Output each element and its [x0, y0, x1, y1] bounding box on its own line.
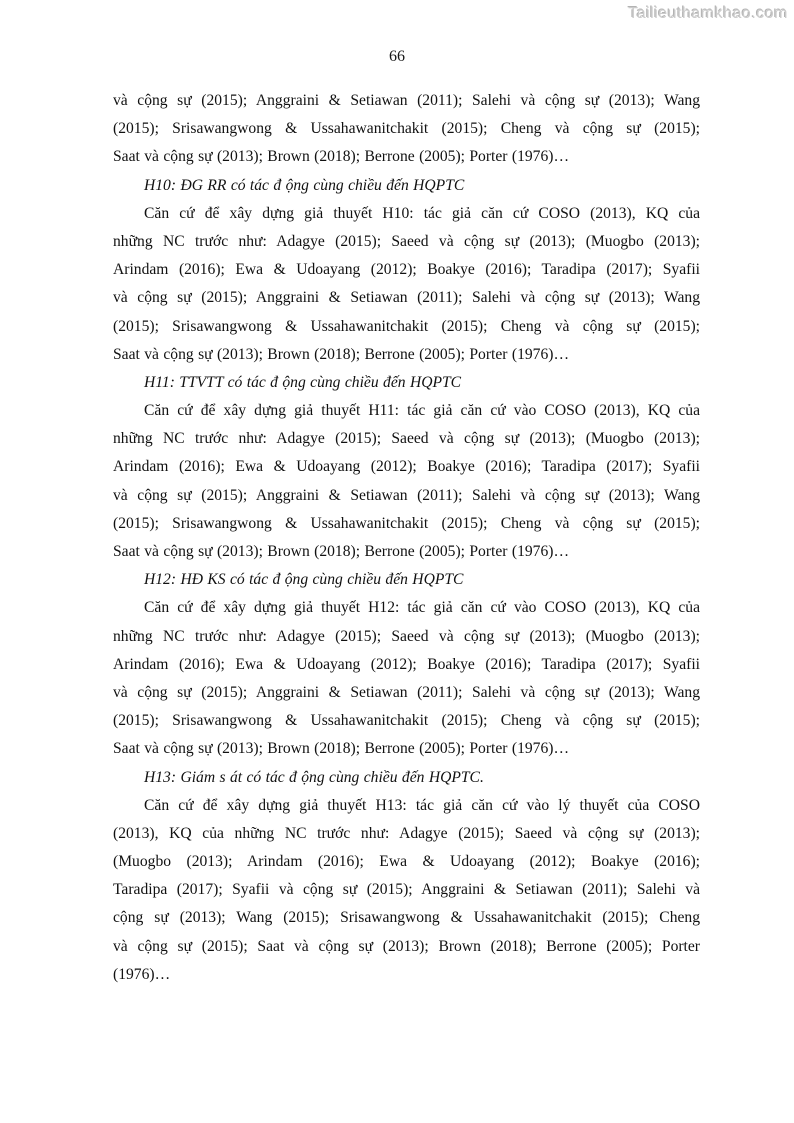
page-number: 66 [389, 48, 405, 65]
text-line: Saat và cộng sự (2013); Brown (2018); Berrone (2005); Porter (1976)… [113, 740, 570, 758]
hypothesis-heading: H12: HĐ KS có tác đ ộng cùng chiều đến HQPTC [144, 571, 464, 589]
text-line: và cộng sự (2015); Anggraini & Setiawan (2011); Salehi và cộng sự (2013); Wang [113, 92, 700, 109]
text-line: Taradipa (2017); Syafii và cộng sự (2015); Anggraini & Setiawan (2011); Salehi và [113, 881, 700, 899]
text-line: những NC trước như: Adagye (2015); Saeed và cộng sự (2013); (Muogbo (2013); [113, 232, 700, 250]
document-body [113, 87, 700, 989]
text-line: (2015); Srisawangwong & Ussahawanitchakit (2015); Cheng và cộng sự (2015); [113, 514, 700, 532]
text-line: và cộng sự (2015); Anggraini & Setiawan (2011); Salehi và cộng sự (2013); Wang [113, 289, 700, 307]
text-line: và cộng sự (2015); Saat và cộng sự (2013); Brown (2018); Berrone (2005); Porter [113, 937, 700, 955]
text-line: (2015); Srisawangwong & Ussahawanitchakit (2015); Cheng và cộng sự (2015); [113, 712, 700, 730]
hypothesis-heading: H10: ĐG RR có tác đ ộng cùng chiều đến HQPTC [144, 176, 465, 194]
text-line: (2015); Srisawangwong & Ussahawanitchakit (2015); Cheng và cộng sự (2015); [113, 317, 700, 335]
hypothesis-heading: H11: TTVTT có tác đ ộng cùng chiều đến HQPTC [144, 373, 462, 391]
text-line: Arindam (2016); Ewa & Udoayang (2012); Boakye (2016); Taradipa (2017); Syafii [113, 655, 700, 673]
text-line: Căn cứ để xây dựng giả thuyết H12: tác giả căn cứ vào COSO (2013), KQ của [144, 599, 700, 617]
hypothesis-heading: H13: Giám s át có tác đ ộng cùng chiều đến HQPTC. [144, 768, 484, 786]
text-line: những NC trước như: Adagye (2015); Saeed và cộng sự (2013); (Muogbo (2013); [113, 627, 700, 645]
text-line: những NC trước như: Adagye (2015); Saeed và cộng sự (2013); (Muogbo (2013); [113, 430, 700, 448]
watermark-text: Tailieuthamkhao.com [628, 5, 788, 22]
text-line: Saat và cộng sự (2013); Brown (2018); Berrone (2005); Porter (1976)… [113, 148, 570, 166]
text-line: (Muogbo (2013); Arindam (2016); Ewa & Udoayang (2012); Boakye (2016); [113, 853, 700, 871]
text-line: Căn cứ để xây dựng giả thuyết H10: tác giả căn cứ COSO (2013), KQ của [144, 204, 700, 222]
text-line: và cộng sự (2015); Anggraini & Setiawan (2011); Salehi và cộng sự (2013); Wang [113, 683, 700, 701]
text-line: Căn cứ để xây dựng giả thuyết H11: tác giả căn cứ vào COSO (2013), KQ của [144, 402, 700, 420]
text-line: Saat và cộng sự (2013); Brown (2018); Berrone (2005); Porter (1976)… [113, 543, 570, 560]
text-line: Căn cứ để xây dựng giả thuyết H13: tác giả căn cứ vào lý thuyết của COSO [144, 796, 700, 814]
text-line: Arindam (2016); Ewa & Udoayang (2012); Boakye (2016); Taradipa (2017); Syafii [113, 458, 700, 476]
text-line: Saat và cộng sự (2013); Brown (2018); Berrone (2005); Porter (1976)… [113, 345, 570, 363]
text-line: (2015); Srisawangwong & Ussahawanitchakit (2015); Cheng và cộng sự (2015); [113, 120, 700, 138]
text-line: cộng sự (2013); Wang (2015); Srisawangwong & Ussahawanitchakit (2015); Cheng [113, 909, 700, 927]
text-line: (1976)… [113, 965, 171, 983]
text-line: Arindam (2016); Ewa & Udoayang (2012); Boakye (2016); Taradipa (2017); Syafii [113, 261, 700, 279]
text-line: và cộng sự (2015); Anggraini & Setiawan (2011); Salehi và cộng sự (2013); Wang [113, 486, 700, 504]
text-line: (2013), KQ của những NC trước như: Adagye (2015); Saeed và cộng sự (2013); [113, 824, 700, 842]
